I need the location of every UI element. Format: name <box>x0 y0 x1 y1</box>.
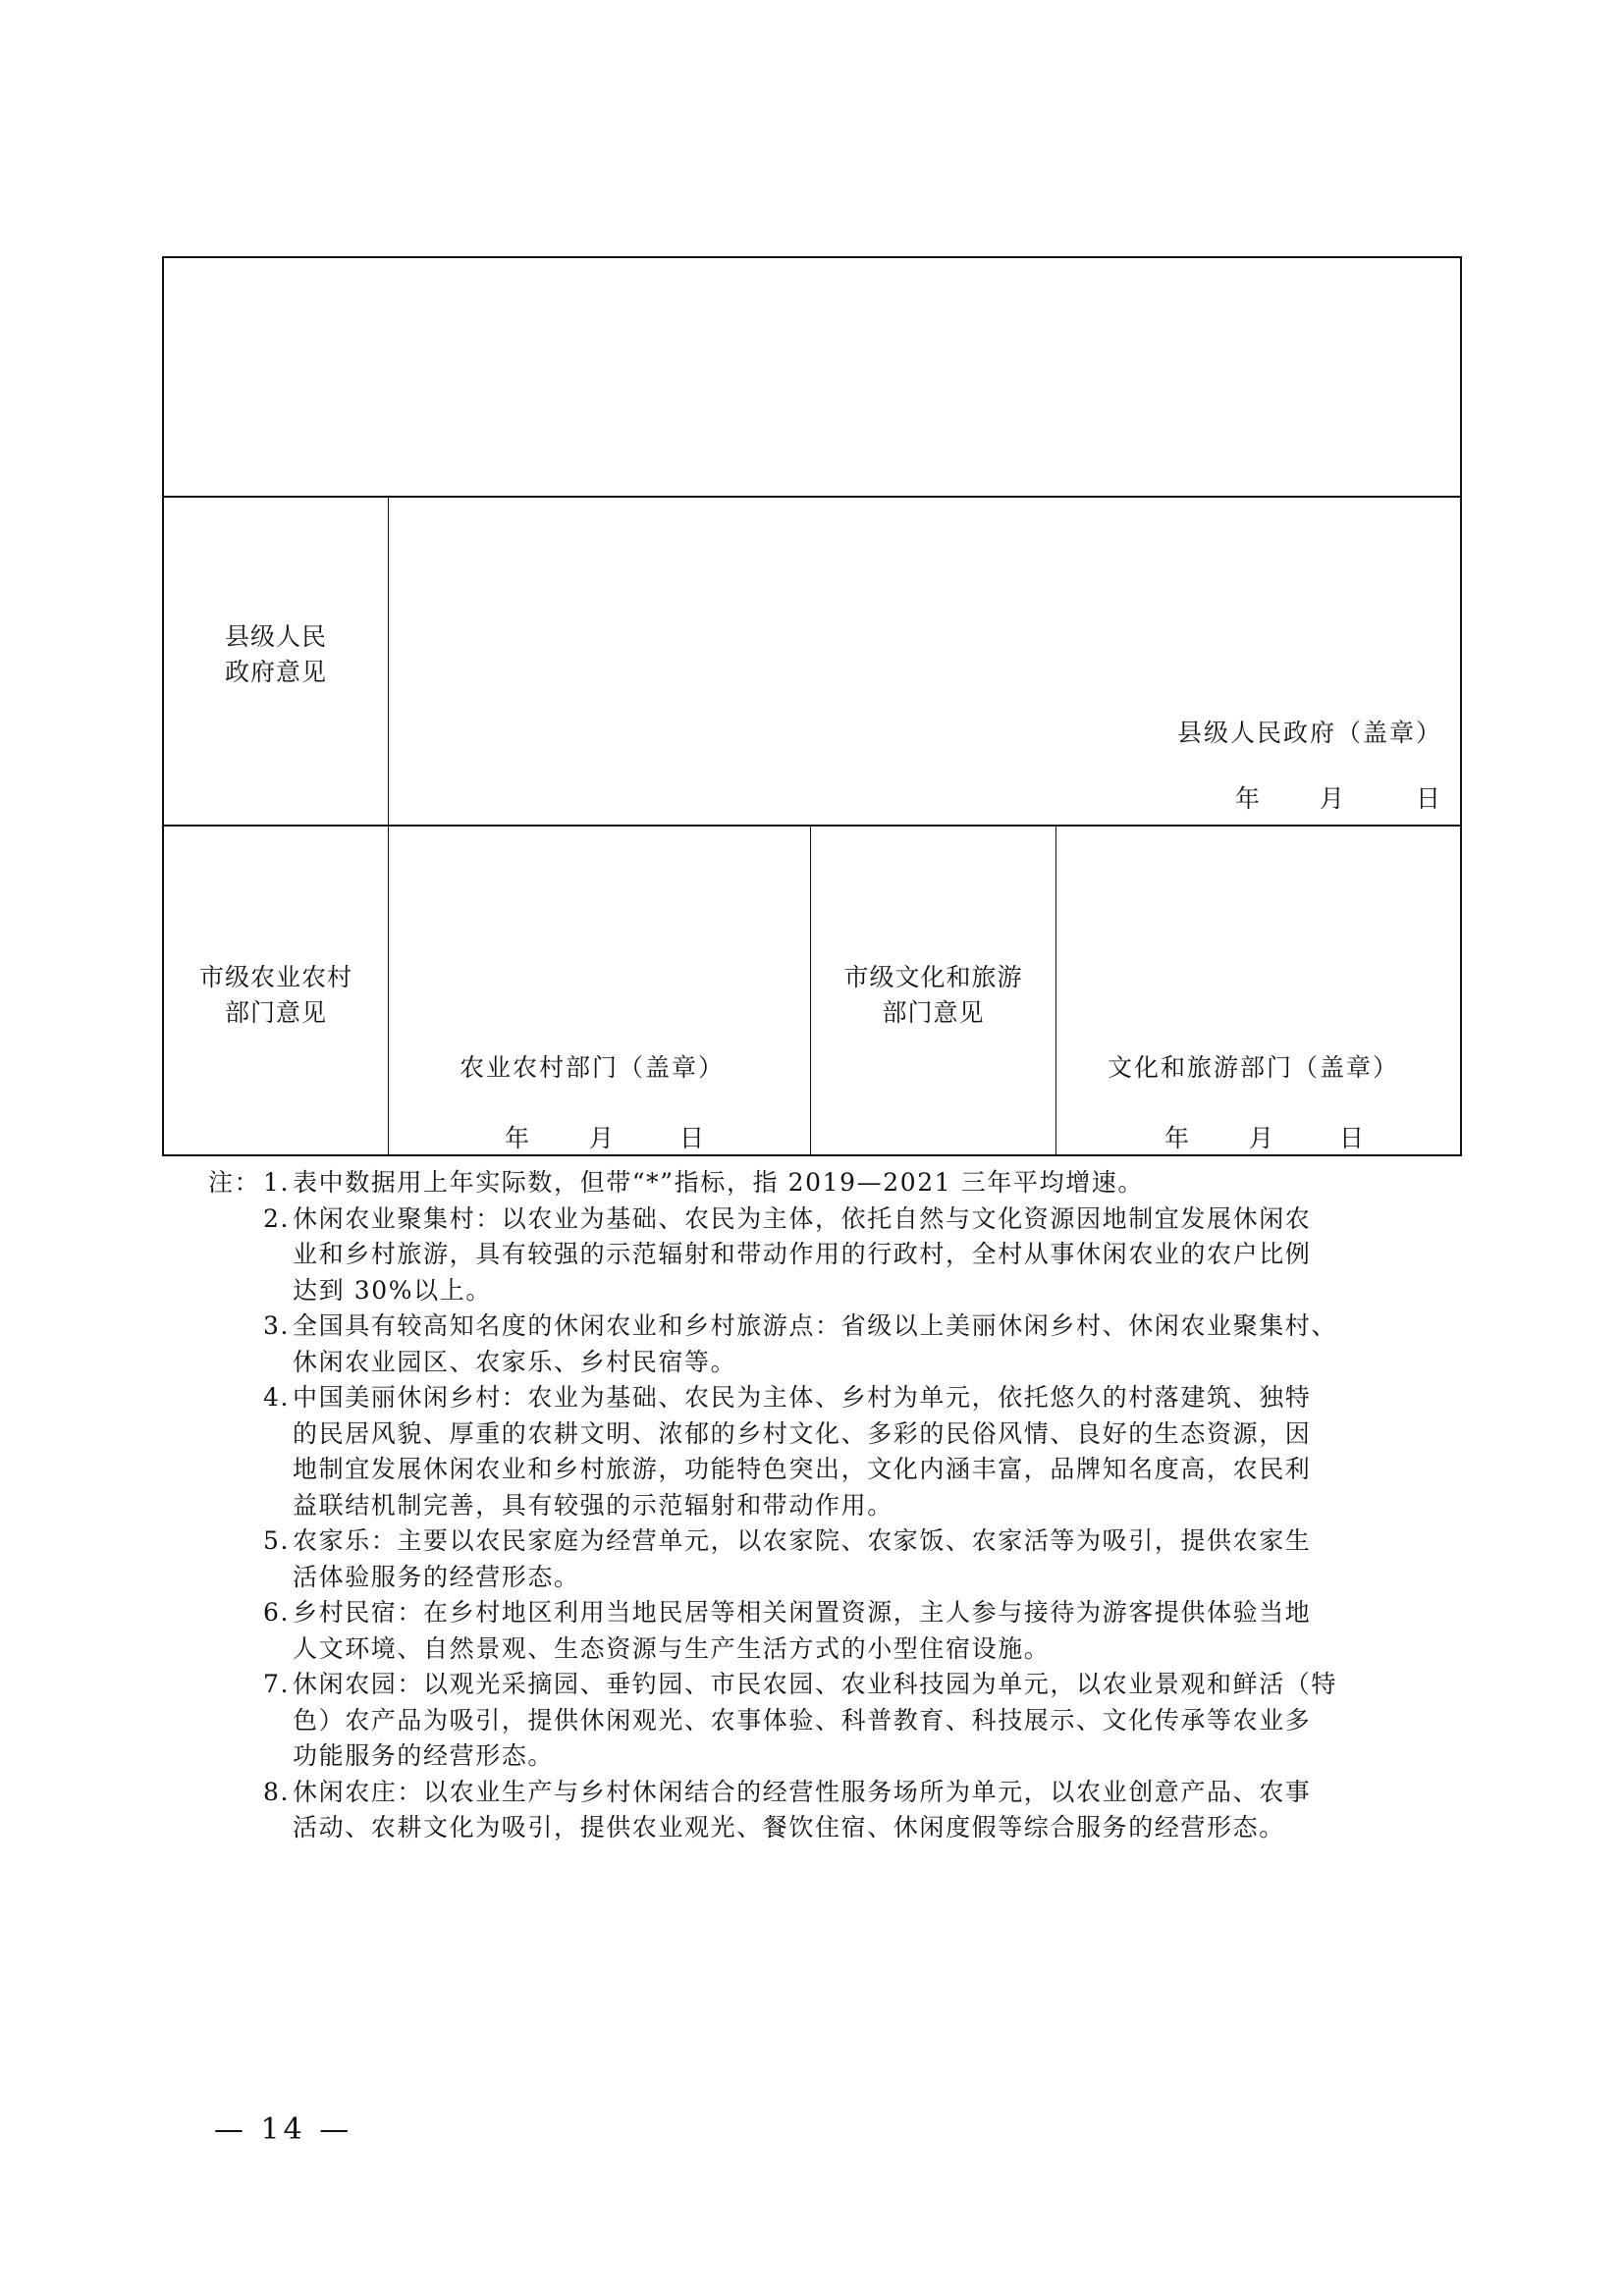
agri-date: 年 月 日 <box>505 1124 705 1152</box>
county-government-opinion-row <box>164 498 1460 827</box>
county-stamp-label: 县级人民政府（盖章） <box>1176 719 1442 747</box>
note-item: 3. 全国具有较高知名度的休闲农业和乡村旅游点：省级以上美丽休闲乡村、休闲农业聚集村、 休闲农业园区、农家乐、乡村民宿等。 <box>263 1311 1338 1376</box>
page-number: — 14 — <box>214 2112 353 2147</box>
culture-label-cell <box>810 827 1055 1154</box>
county-label-cell <box>164 498 388 825</box>
county-label: 县级人民 政府意见 <box>224 622 327 686</box>
opinion-form-table <box>162 256 1462 1156</box>
note-item: 4. 中国美丽休闲乡村：农业为基础、农民为主体、乡村为单元，依托悠久的村落建筑、独特 的民居风貌、厚重的农耕文明、浓郁的乡村文化、多彩的民俗风情、良好的生态资源，因 地制宜发展休闲农业和乡村旅游，功能特色突出，文化内涵丰富，品牌知名度高，农民利 益联结机制完善，具有较强的示范辐射和带动作用。 <box>263 1383 1312 1520</box>
culture-stamp-label: 文化和旅游部门（盖章） <box>1108 1053 1400 1082</box>
note-item: 7. 休闲农园：以观光采摘园、垂钓园、市民农园、农业科技园为单元，以农业景观和鲜活（特 色）农产品为吸引，提供休闲观光、农事体验、科普教育、科技展示、文化传承等农业多 功能服务的经营形态。 <box>263 1670 1338 1770</box>
note-item: 2. 休闲农业聚集村：以农业为基础、农民为主体，依托自然与文化资源因地制宜发展休闲农 业和乡村旅游，具有较强的示范辐射和带动作用的行政村，全村从事休闲农业的农户比例 达到 30%以上。 <box>263 1203 1312 1305</box>
note-item: 注： 1. 表中数据用上年实际数，但带“*”指标，指 2019—2021 三年平均增速。 <box>208 1165 1470 1201</box>
note-item: 6. 乡村民宿：在乡村地区利用当地民居等相关闲置资源，主人参与接待为游客提供体验当地 人文环境、自然景观、生态资源与生产生活方式的小型住宿设施。 <box>263 1598 1312 1663</box>
blank-row <box>164 258 1460 498</box>
note-item: 5. 农家乐：主要以农民家庭为经营单元，以农家院、农家饭、农家活等为吸引，提供农家生 活体验服务的经营形态。 <box>263 1526 1312 1591</box>
note-item: 8. 休闲农庄：以农业生产与乡村休闲结合的经营性服务场所为单元，以农业创意产品、农事 活动、农耕文化为吸引，提供农业观光、餐饮住宿、休闲度假等综合服务的经营形态。 <box>263 1777 1312 1842</box>
county-opinion-cell[interactable] <box>388 498 1460 825</box>
agri-opinion-cell[interactable] <box>388 827 810 1154</box>
culture-date: 年 月 日 <box>1164 1124 1365 1152</box>
agri-label-cell <box>164 827 388 1154</box>
notes-section <box>208 1165 1470 1846</box>
notes-prefix: 注： <box>208 1168 261 1197</box>
culture-label: 市级文化和旅游 部门意见 <box>843 963 1023 1027</box>
county-date: 年 月 日 <box>1234 784 1440 813</box>
agri-stamp-label: 农业农村部门（盖章） <box>460 1053 726 1082</box>
agri-label: 市级农业农村 部门意见 <box>198 963 352 1027</box>
city-department-opinion-row <box>164 827 1460 1154</box>
culture-opinion-cell[interactable] <box>1055 827 1460 1154</box>
